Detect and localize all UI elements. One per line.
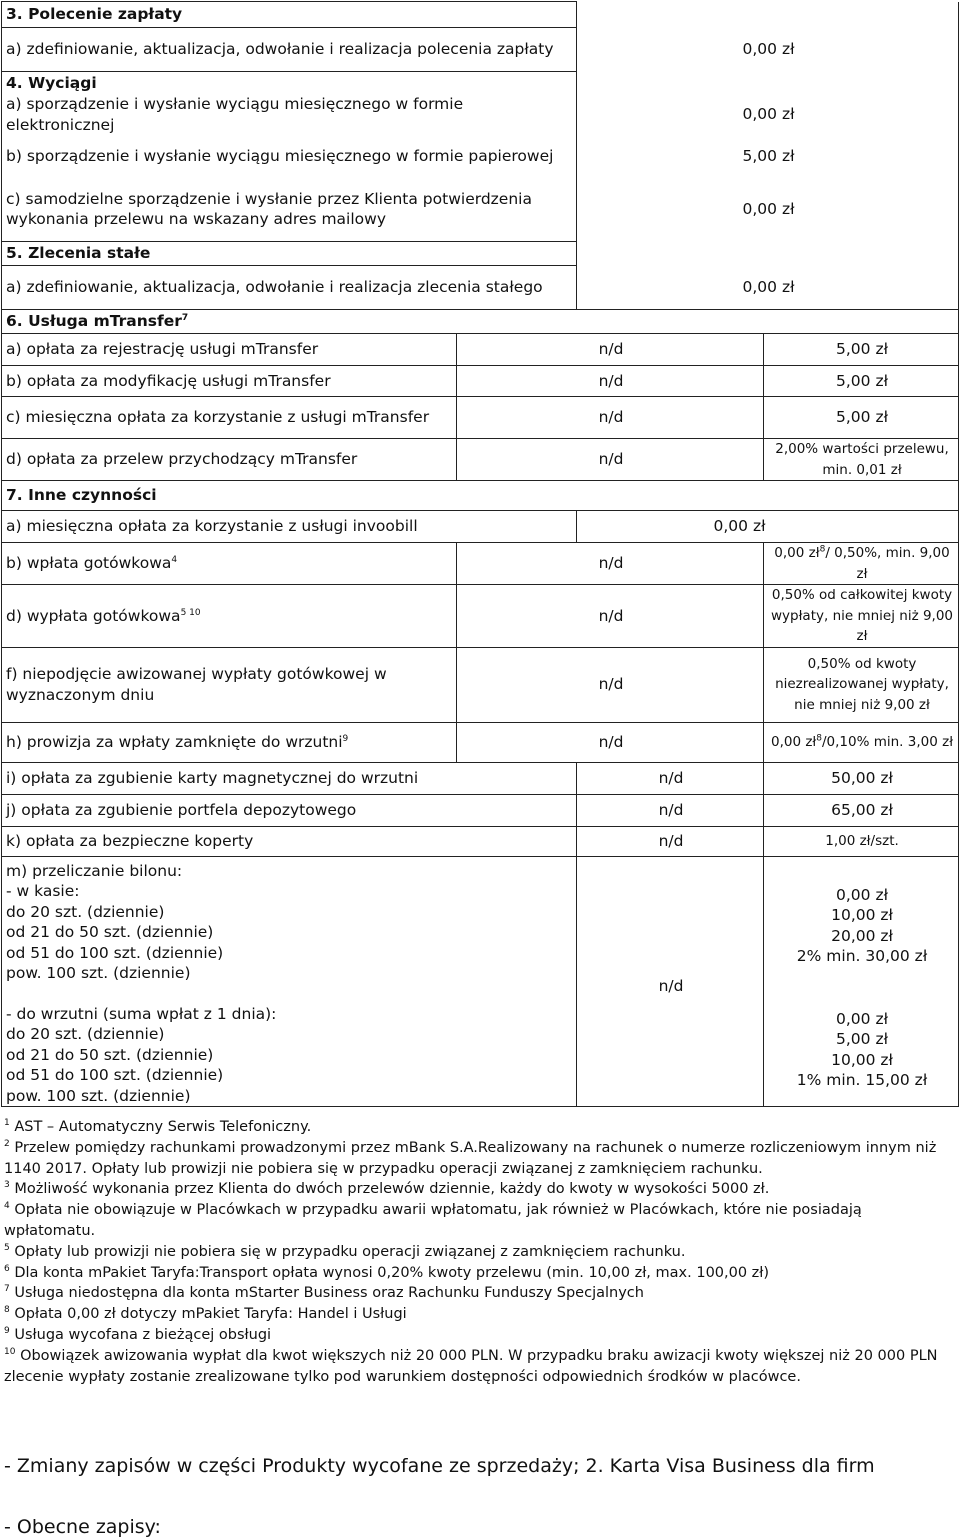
- footnote: $^{10}$ Obowiązek awizowania wypłat dla kwot większych niż 20 000 PLN. W przypadku braku awizacji kwoty większej niż 20 000 PLN zlecenie wypłaty zostanie zrealizowane tylko pod warunkiem dostępności odpowiednich środków w placówce.: [4, 1346, 938, 1385]
- s6-c-label: c) miesięczna opłata za korzystanie z usługi mTransfer: [2, 397, 457, 439]
- s7-f-col2: 0,50% od kwoty niezrealizowanej wypłaty, nie mniej niż 9,00 zł: [764, 647, 959, 722]
- changes-heading: - Zmiany zapisów w części Produkty wycofane ze sprzedaży; 2. Karta Visa Business dla firm: [4, 1455, 875, 1477]
- s6-b-col2: 5,00 zł: [764, 366, 959, 397]
- s6-d-col1: n/d: [457, 439, 764, 481]
- footnote: $^8$ Opłata 0,00 zł dotyczy mPakiet Taryfa: Handel i Usługi: [4, 1305, 407, 1323]
- s7-i-col1: n/d: [577, 762, 764, 794]
- section-5-title: 5. Zlecenia stałe: [2, 242, 577, 266]
- section-4-title: 4. Wyciągi: [2, 72, 577, 94]
- s3-a-label: a) zdefiniowanie, aktualizacja, odwołanie i realizacja polecenia zapłaty: [2, 28, 577, 72]
- s4-b-label: b) sporządzenie i wysłanie wyciągu miesięcznego w formie papierowej: [2, 136, 577, 178]
- s7-j-col1: n/d: [577, 794, 764, 826]
- s7-h-col2: 0,00 $zł^8/0,10\%$ min. 3,00 zł: [764, 722, 959, 762]
- s6-a-col2: 5,00 zł: [764, 334, 959, 366]
- footnote: $^4$ Opłata nie obowiązuje w Placówkach w przypadku awarii wpłatomatu, jak również w Placówkach, które nie posiadają wpłatomatu.: [4, 1201, 862, 1239]
- s7-b-col2: 0,00 $zł^8/$ 0,50%, min. 9,00 zł: [764, 543, 959, 585]
- s4-a-value: 0,00 zł: [577, 94, 959, 136]
- footnote: $^2$ Przelew pomiędzy rachunkami prowadzonymi przez mBank S.A.Realizowany na rachunek o numerze rozliczeniowym innym niż 1140 2017. Opłaty lub prowizji nie pobiera się w przypadku operacji związanej z zamknięciem rachunku.: [4, 1138, 937, 1177]
- s7-b-label: b) wpłata gotówkowa$^4$: [2, 543, 457, 585]
- s7-f-label: f) niepodjęcie awizowanej wypłaty gotówkowej w wyznaczonym dniu: [2, 647, 457, 722]
- s7-k-col2: 1,00 zł/szt.: [764, 826, 959, 856]
- s7-j-col2: 65,00 zł: [764, 794, 959, 826]
- coin-counting-deposit-box-values: 0,00 zł 5,00 zł 10,00 zł 1% min. 15,00 zł: [796, 1009, 928, 1089]
- s7-i-col2: 50,00 zł: [764, 762, 959, 794]
- coin-counting-cash-values: 0,00 zł 10,00 zł 20,00 zł 2% min. 30,00 zł: [796, 885, 928, 965]
- s4-c-value: 0,00 zł: [577, 178, 959, 242]
- section-3-title: 3. Polecenie zapłaty: [2, 2, 577, 28]
- s7-h-label: h) prowizja za wpłaty zamknięte do wrzutni$^9$: [2, 722, 457, 762]
- section-6-title: 6. Usługa mTransfer$^7$: [2, 310, 959, 334]
- s4-b-value: 5,00 zł: [577, 136, 959, 178]
- footnote: $^1$ AST – Automatyczny Serwis Telefoniczny.: [4, 1118, 312, 1135]
- s3-a-value: 0,00 zł: [577, 28, 959, 72]
- current-entries-heading: - Obecne zapisy:: [4, 1516, 161, 1538]
- footnote: $^9$ Usługa wycofana z bieżącej obsługi: [4, 1326, 272, 1343]
- s4-a-label: a) sporządzenie i wysłanie wyciągu miesięcznego w formie elektronicznej: [2, 94, 577, 136]
- s4-c-label: c) samodzielne sporządzenie i wysłanie przez Klienta potwierdzenia wykonania przelewu na wskazany adres mailowy: [2, 178, 577, 242]
- s7-i-label: i) opłata za zgubienie karty magnetycznej do wrzutni: [2, 762, 577, 794]
- s7-j-label: j) opłata za zgubienie portfela depozytowego: [2, 794, 577, 826]
- footnote: $^5$ Opłaty lub prowizji nie pobiera się w przypadku operacji związanej z zamknięciem rachunku.: [4, 1242, 686, 1260]
- s6-d-label: d) opłata za przelew przychodzący mTransfer: [2, 439, 457, 481]
- s7-d-col2: 0,50% od całkowitej kwoty wypłaty, nie mniej niż 9,00 zł: [764, 585, 959, 648]
- coin-counting-deposit-box-list: - do wrzutni (suma wpłat z 1 dnia): do 20 szt. (dziennie) od 21 do 50 szt. (dziennie) od 51 do 100 szt. (dziennie) pow. 100 szt. (dziennie): [6, 1004, 277, 1105]
- s6-a-label: a) opłata za rejestrację usługi mTransfer: [2, 334, 457, 366]
- s7-h-col1: n/d: [457, 722, 764, 762]
- footnotes: [4, 1117, 954, 1387]
- s6-b-label: b) opłata za modyfikację usługi mTransfer: [2, 366, 457, 397]
- s6-c-col1: n/d: [457, 397, 764, 439]
- s7-d-label: d) wypłata gotówkowa$^{5 10}$: [2, 585, 457, 648]
- section-7-title: 7. Inne czynności: [2, 481, 959, 511]
- footnote: $^3$ Możliwość wykonania przez Klienta do dwóch przelewów dziennie, każdy do kwoty w wysokości 5000 zł.: [4, 1180, 770, 1198]
- footnote: $^6$ Dla konta mPakiet Taryfa:Transport opłata wynosi 0,20% kwoty przelewu (min. 10,00 zł, max. 100,00 zł): [4, 1263, 770, 1281]
- s7-b-col1: n/d: [457, 543, 764, 585]
- s7-d-col1: n/d: [457, 585, 764, 648]
- s7-a-value: 0,00 zł: [577, 511, 959, 543]
- s5-a-value: 0,00 zł: [577, 266, 959, 310]
- s6-a-col1: n/d: [457, 334, 764, 366]
- s7-k-col1: n/d: [577, 826, 764, 856]
- s6-b-col1: n/d: [457, 366, 764, 397]
- s7-a-label: a) miesięczna opłata za korzystanie z usługi invoobill: [2, 511, 577, 543]
- fee-table: [1, 1, 959, 1107]
- s5-a-label: a) zdefiniowanie, aktualizacja, odwołanie i realizacja zlecenia stałego: [2, 266, 577, 310]
- s6-c-col2: 5,00 zł: [764, 397, 959, 439]
- coin-counting-cash-list: m) przeliczanie bilonu: - w kasie: do 20 szt. (dziennie) od 21 do 50 szt. (dziennie) od 51 do 100 szt. (dziennie) pow. 100 szt. (dziennie): [6, 861, 224, 982]
- s7-m-col2: [764, 856, 959, 1107]
- s7-m-label: [2, 856, 577, 1107]
- footnote: $^7$ Usługa niedostępna dla konta mStarter Business oraz Rachunku Funduszy Specjalnych: [4, 1284, 644, 1302]
- s7-f-col1: n/d: [457, 647, 764, 722]
- s7-m-col1: n/d: [577, 856, 764, 1107]
- s6-d-col2: 2,00% wartości przelewu, min. 0,01 zł: [764, 439, 959, 481]
- s7-k-label: k) opłata za bezpieczne koperty: [2, 826, 577, 856]
